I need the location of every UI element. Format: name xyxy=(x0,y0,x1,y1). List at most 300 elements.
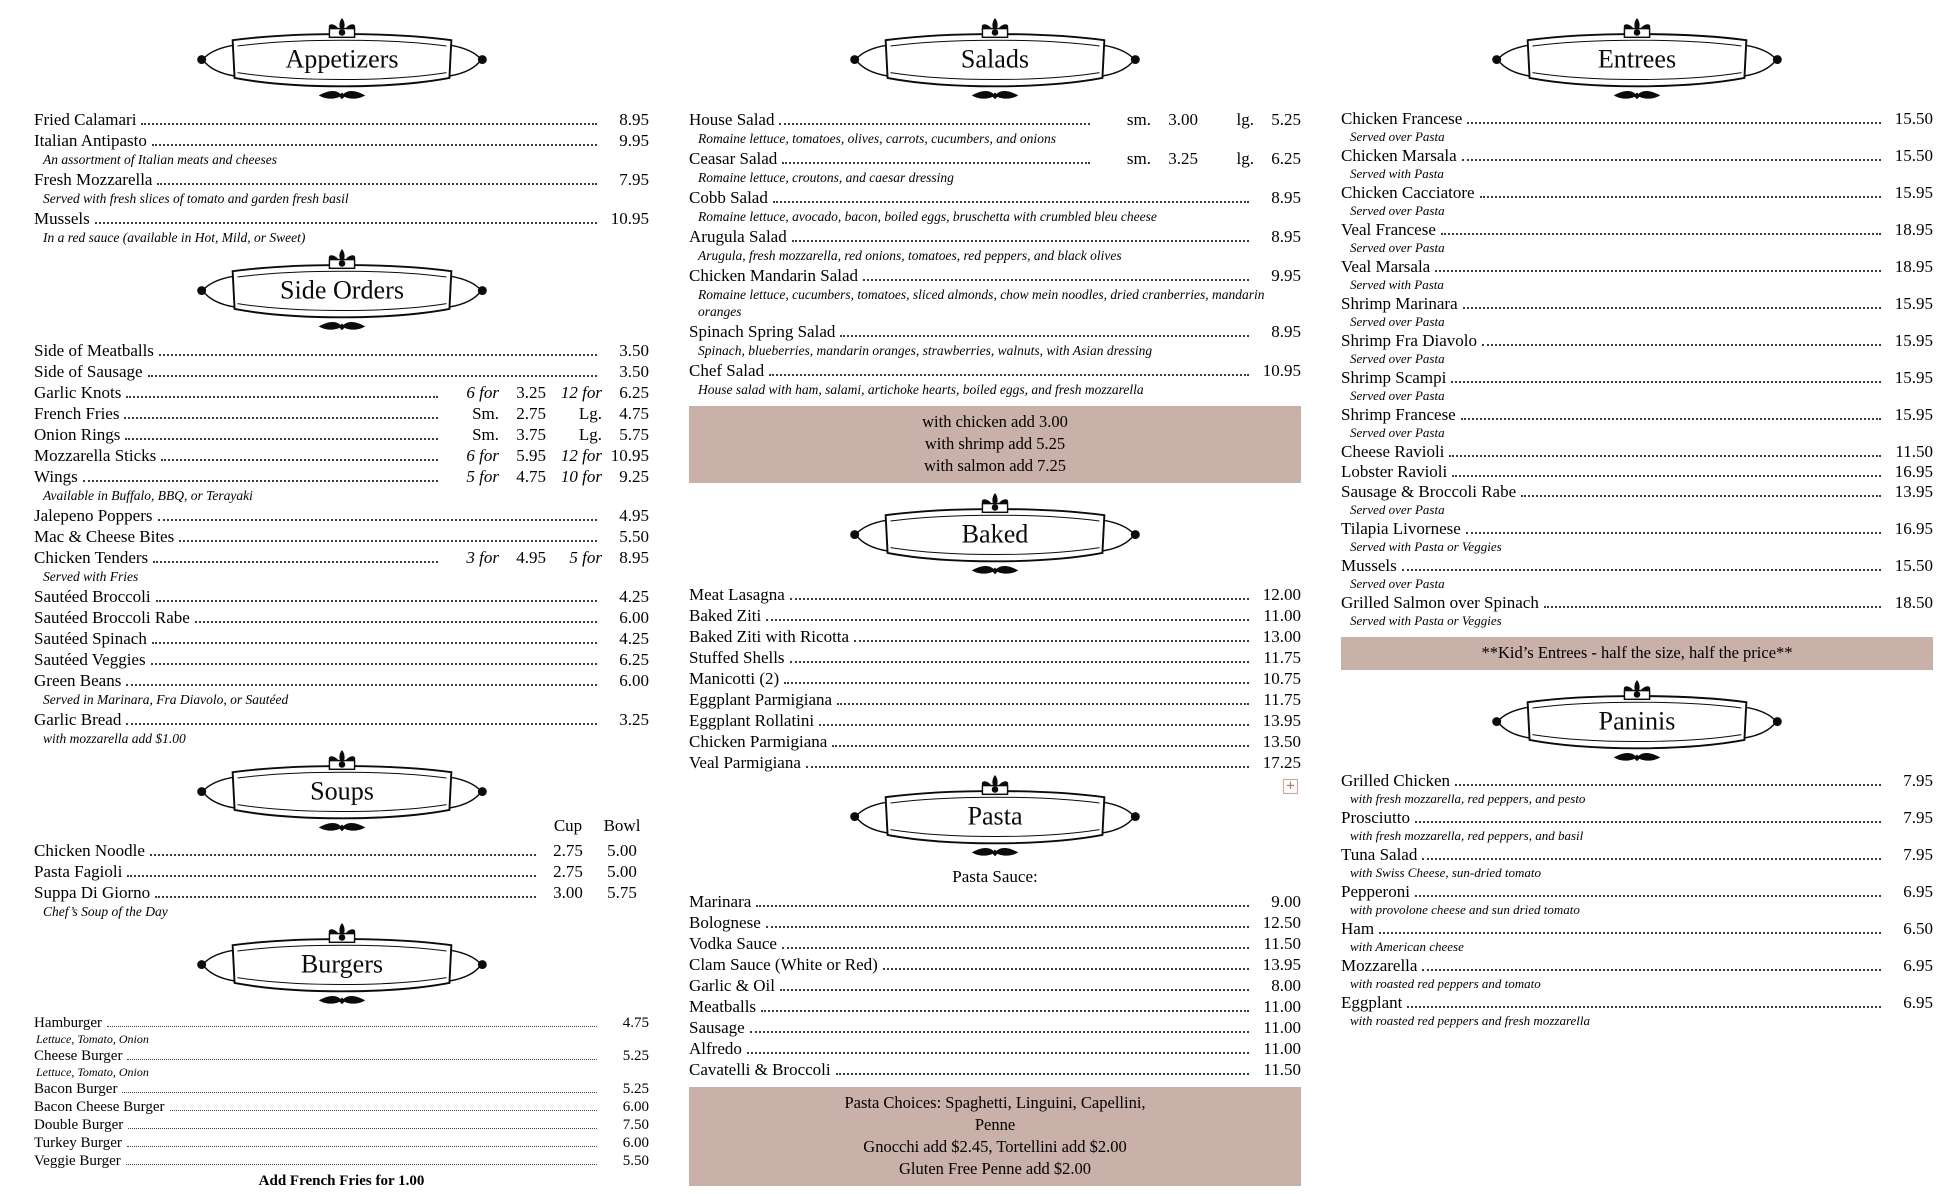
item-name: Garlic Knots xyxy=(34,383,122,402)
item-description: Served over Pasta xyxy=(1350,425,1445,440)
item-name: House Salad xyxy=(689,110,775,129)
banner-title: Soups xyxy=(309,776,374,806)
dotted-leader xyxy=(761,1010,1249,1012)
menu-item xyxy=(1341,556,1933,593)
dotted-leader xyxy=(773,201,1249,203)
item-price: 4.95 xyxy=(619,506,649,525)
dotted-leader xyxy=(1467,122,1881,124)
menu-item-row xyxy=(689,1059,1301,1080)
bottom-wing-ornament xyxy=(972,91,1018,99)
dotted-leader xyxy=(179,540,597,542)
item-price: 13.50 xyxy=(1262,732,1301,751)
item-price: 12.50 xyxy=(1262,913,1301,932)
note-box xyxy=(1341,637,1933,670)
scroll-banner-graphic xyxy=(192,921,492,1012)
menu-item-row xyxy=(34,586,649,607)
menu-item-row xyxy=(689,321,1301,342)
item-name: Pasta Fagioli xyxy=(34,862,123,881)
menu-section-appetizers xyxy=(34,16,649,247)
item-price-cup: 2.75 xyxy=(553,862,583,881)
menu-item xyxy=(689,321,1301,360)
menu-item xyxy=(1341,294,1933,331)
size-label: lg. xyxy=(1236,149,1254,168)
size-label: 12 for xyxy=(560,446,602,465)
item-name: Prosciutto xyxy=(1341,808,1410,827)
dotted-leader xyxy=(1462,159,1881,161)
item-price: 8.95 xyxy=(619,110,649,129)
right-dot-ornament xyxy=(477,55,486,64)
item-description: Served over Pasta xyxy=(1350,576,1445,591)
item-name: French Fries xyxy=(34,404,120,423)
menu-item-row xyxy=(689,710,1301,731)
item-price: 6.00 xyxy=(622,1099,649,1115)
item-price: 5.25 xyxy=(622,1048,649,1064)
item-price: 7.50 xyxy=(622,1117,649,1133)
menu-item-row xyxy=(689,1038,1301,1059)
dotted-leader xyxy=(782,162,1090,164)
left-dot-ornament xyxy=(197,55,206,64)
menu-item-row xyxy=(34,1152,649,1170)
size-label: Sm. xyxy=(472,404,499,423)
item-name: Cheese Burger xyxy=(34,1048,123,1064)
menu-item xyxy=(34,1080,649,1098)
item-name: Wings xyxy=(34,467,78,486)
menu-item xyxy=(34,505,649,526)
dotted-leader xyxy=(792,240,1249,242)
item-price: 12.00 xyxy=(1262,585,1301,604)
item-name: Garlic & Oil xyxy=(689,976,775,995)
dotted-leader xyxy=(128,1128,597,1129)
item-description: Lettuce, Tomato, Onion xyxy=(36,1032,149,1046)
menu-item xyxy=(34,109,649,130)
scroll-banner-graphic xyxy=(845,491,1145,582)
item-description: Spinach, blueberries, mandarin oranges, strawberries, walnuts, with Asian dressing xyxy=(698,343,1153,358)
dotted-leader xyxy=(148,375,597,377)
menu-item xyxy=(34,424,649,445)
bottom-wing-ornament xyxy=(1614,91,1660,99)
banner-title: Burgers xyxy=(300,949,383,979)
menu-item xyxy=(1341,771,1933,808)
item-name: Suppa Di Giorno xyxy=(34,883,151,902)
item-name: Side of Sausage xyxy=(34,362,143,381)
menu-item-row xyxy=(1341,519,1933,539)
menu-item xyxy=(1341,109,1933,146)
item-price: 7.95 xyxy=(1903,845,1933,864)
dotted-leader xyxy=(107,1026,597,1027)
menu-item-row xyxy=(689,668,1301,689)
item-name: Chicken Marsala xyxy=(1341,146,1457,165)
banner-title: Baked xyxy=(961,519,1029,549)
item-price: 17.25 xyxy=(1262,753,1301,772)
menu-item-row xyxy=(34,547,649,568)
item-description: Romaine lettuce, cucumbers, tomatoes, sliced almonds, chow mein noodles, dried cranberries, mandarin oranges xyxy=(698,287,1265,319)
menu-item-row xyxy=(689,148,1301,169)
menu-section-entrees xyxy=(1341,16,1933,630)
menu-item xyxy=(34,445,649,466)
item-price: 16.95 xyxy=(1894,462,1933,481)
banner-title: Paninis xyxy=(1598,706,1676,736)
menu-item xyxy=(1341,808,1933,845)
item-name: Chef Salad xyxy=(689,361,765,380)
menu-item-row xyxy=(34,340,649,361)
bottom-wing-ornament xyxy=(972,566,1018,574)
item-description: Served with fresh slices of tomato and garden fresh basil xyxy=(43,191,349,206)
right-dot-ornament xyxy=(1131,55,1140,64)
menu-item-row xyxy=(1341,368,1933,388)
item-name: Sausage & Broccoli Rabe xyxy=(1341,482,1517,501)
item-price-bowl: 5.00 xyxy=(607,841,637,860)
dotted-leader xyxy=(1422,969,1881,971)
item-description: Served over Pasta xyxy=(1350,129,1445,144)
menu-item-row xyxy=(1341,331,1933,351)
menu-item xyxy=(34,382,649,403)
dotted-leader xyxy=(1461,418,1881,420)
item-description: with mozzarella add $1.00 xyxy=(43,731,186,746)
size-label: 10 for xyxy=(560,467,602,486)
menu-item-row xyxy=(1341,257,1933,277)
menu-item xyxy=(1341,368,1933,405)
item-description: Lettuce, Tomato, Onion xyxy=(36,1065,149,1079)
section-banner xyxy=(34,16,649,107)
note-line: with chicken add 3.00 xyxy=(922,412,1068,431)
item-name: Chicken Tenders xyxy=(34,548,149,567)
menu-item xyxy=(1341,919,1933,956)
item-name: Green Beans xyxy=(34,671,122,690)
item-price: 8.00 xyxy=(1271,976,1301,995)
menu-item xyxy=(689,912,1301,933)
menu-item-row xyxy=(34,403,649,424)
item-price-bowl: 5.75 xyxy=(607,883,637,902)
menu-item-row xyxy=(34,840,649,861)
note-line: with salmon add 7.25 xyxy=(923,456,1067,475)
item-price: 9.95 xyxy=(1271,266,1301,285)
dotted-leader xyxy=(784,682,1249,684)
menu-item xyxy=(34,208,649,247)
menu-item xyxy=(34,361,649,382)
column-header: Cup xyxy=(553,816,583,835)
menu-item-row xyxy=(34,1080,649,1098)
item-name: Tilapia Livornese xyxy=(1341,519,1461,538)
item-description: with provolone cheese and sun dried tomato xyxy=(1350,902,1580,917)
menu-item-row xyxy=(34,1098,649,1116)
size-label: 5 for xyxy=(569,548,602,567)
menu-item xyxy=(689,148,1301,187)
dotted-leader xyxy=(1402,569,1881,571)
menu-item xyxy=(34,861,649,882)
item-name: Marinara xyxy=(689,892,752,911)
note-line: Penne xyxy=(974,1115,1016,1134)
menu-item xyxy=(689,689,1301,710)
size-label: Sm. xyxy=(472,425,499,444)
menu-section-burgers xyxy=(34,921,649,1191)
item-description: Romaine lettuce, tomatoes, olives, carrots, cucumbers, and onions xyxy=(698,131,1056,146)
menu-item-row xyxy=(1341,993,1933,1013)
menu-item xyxy=(689,265,1301,321)
menu-item xyxy=(689,975,1301,996)
item-name: Shrimp Scampi xyxy=(1341,368,1447,387)
dotted-leader xyxy=(158,519,597,521)
item-price: 5.50 xyxy=(622,1153,649,1169)
section-footer: Add French Fries for 1.00 xyxy=(258,1173,425,1189)
menu-item xyxy=(689,187,1301,226)
menu-item xyxy=(689,605,1301,626)
dotted-leader xyxy=(883,968,1249,970)
item-name: Onion Rings xyxy=(34,425,121,444)
bottom-wing-ornament xyxy=(318,823,364,831)
item-name: Meat Lasagna xyxy=(689,585,785,604)
menu-item-row xyxy=(1341,919,1933,939)
item-name: Chicken Francese xyxy=(1341,109,1463,128)
item-name: Hamburger xyxy=(34,1015,103,1031)
dotted-leader xyxy=(159,354,597,356)
dotted-leader xyxy=(1449,455,1881,457)
item-price: 6.00 xyxy=(619,608,649,627)
right-dot-ornament xyxy=(477,960,486,969)
item-description: Served over Pasta xyxy=(1350,502,1445,517)
menu-item xyxy=(1341,482,1933,519)
item-price: 4.75 xyxy=(619,404,649,423)
dotted-leader xyxy=(1422,858,1881,860)
menu-item xyxy=(34,526,649,547)
right-dot-ornament xyxy=(477,286,486,295)
item-name: Tuna Salad xyxy=(1341,845,1418,864)
scroll-banner-graphic xyxy=(192,16,492,107)
item-name: Italian Antipasto xyxy=(34,131,147,150)
size-label: 6 for xyxy=(466,446,499,465)
section-banner xyxy=(689,773,1301,864)
item-description: with fresh mozzarella, red peppers, and pesto xyxy=(1350,791,1586,806)
item-name: Ham xyxy=(1341,919,1375,938)
size-label: 5 for xyxy=(466,467,499,486)
dotted-leader xyxy=(863,279,1249,281)
scroll-banner-graphic xyxy=(845,16,1145,107)
dotted-leader xyxy=(790,661,1249,663)
note-line: Gnocchi add $2.45, Tortellini add $2.00 xyxy=(863,1137,1127,1156)
size-label: 6 for xyxy=(466,383,499,402)
note-line: **Kid’s Entrees - half the size, half the price** xyxy=(1481,643,1793,662)
note-box xyxy=(689,406,1301,483)
dotted-leader xyxy=(766,926,1249,928)
banner-title: Salads xyxy=(960,44,1030,74)
menu-item xyxy=(1341,442,1933,462)
item-description: In a red sauce (available in Hot, Mild, or Sweet) xyxy=(43,230,306,245)
item-name: Mac & Cheese Bites xyxy=(34,527,175,546)
size-label: Lg. xyxy=(578,425,602,444)
banner-title: Entrees xyxy=(1597,44,1677,74)
item-name: Veal Marsala xyxy=(1341,257,1431,276)
menu-item-row xyxy=(34,670,649,691)
menu-item-row xyxy=(34,1134,649,1152)
menu-item xyxy=(689,668,1301,689)
dotted-leader xyxy=(127,1146,597,1147)
item-price: 5.75 xyxy=(619,425,649,444)
item-description: Served with Pasta or Veggies xyxy=(1350,613,1502,628)
dotted-leader xyxy=(756,905,1249,907)
item-price: 8.95 xyxy=(1271,227,1301,246)
menu-item-row xyxy=(34,445,649,466)
menu-section-salads xyxy=(689,16,1301,399)
menu-item-row xyxy=(34,130,649,151)
item-price-cup: 2.75 xyxy=(553,841,583,860)
menu-item xyxy=(689,1017,1301,1038)
item-name: Sausage xyxy=(689,1018,745,1037)
note-box xyxy=(689,1087,1301,1186)
menu-item xyxy=(34,840,649,861)
menu-item-row xyxy=(1341,109,1933,129)
item-price: 11.75 xyxy=(1263,648,1301,667)
item-name: Sautéed Veggies xyxy=(34,650,146,669)
menu-item-row xyxy=(689,933,1301,954)
item-name: Sautéed Spinach xyxy=(34,629,147,648)
item-description: Romaine lettuce, avocado, bacon, boiled eggs, bruschetta with crumbled bleu cheese xyxy=(698,209,1157,224)
dotted-leader xyxy=(1480,196,1881,198)
item-price: 3.00 xyxy=(1168,110,1198,129)
item-name: Cavatelli & Broccoli xyxy=(689,1060,831,1079)
scroll-banner-graphic xyxy=(192,748,492,839)
dotted-leader xyxy=(95,222,597,224)
menu-item xyxy=(689,710,1301,731)
menu-item xyxy=(34,1098,649,1116)
menu-item xyxy=(689,360,1301,399)
item-price: 15.50 xyxy=(1894,146,1933,165)
item-price: 6.95 xyxy=(1903,882,1933,901)
item-name: Grilled Chicken xyxy=(1341,771,1451,790)
right-dot-ornament xyxy=(1773,717,1782,726)
item-name: Cobb Salad xyxy=(689,188,768,207)
menu-item-row xyxy=(1341,462,1933,482)
item-price: 18.95 xyxy=(1894,257,1933,276)
item-description: Served over Pasta xyxy=(1350,351,1445,366)
dotted-leader xyxy=(1521,495,1881,497)
menu-item-row xyxy=(34,861,649,882)
item-price: 6.95 xyxy=(1903,993,1933,1012)
item-description: Romaine lettuce, croutons, and caesar dressing xyxy=(698,170,954,185)
item-name: Ceasar Salad xyxy=(689,149,778,168)
dotted-leader xyxy=(127,1059,597,1060)
menu-item xyxy=(689,647,1301,668)
menu-item-row xyxy=(1341,556,1933,576)
menu-item xyxy=(34,1152,649,1170)
right-dot-ornament xyxy=(1131,530,1140,539)
menu-item-row xyxy=(34,1014,649,1032)
menu-item-row xyxy=(34,361,649,382)
item-name: Mozzarella xyxy=(1341,956,1418,975)
dotted-leader xyxy=(1544,606,1881,608)
item-description: Served with Pasta xyxy=(1350,277,1444,292)
left-dot-ornament xyxy=(850,530,859,539)
item-price: 8.95 xyxy=(1271,322,1301,341)
menu-item xyxy=(34,1047,649,1080)
size-label: 12 for xyxy=(560,383,602,402)
item-name: Veggie Burger xyxy=(34,1153,121,1169)
menu-item-row xyxy=(1341,808,1933,828)
menu-item-row xyxy=(34,505,649,526)
dotted-leader xyxy=(790,598,1249,600)
item-name: Sautéed Broccoli Rabe xyxy=(34,608,190,627)
item-name: Mussels xyxy=(1341,556,1397,575)
item-name: Eggplant Rollatini xyxy=(689,711,815,730)
item-price: 10.75 xyxy=(1262,669,1301,688)
bottom-wing-ornament xyxy=(318,996,364,1004)
item-price: 11.00 xyxy=(1263,606,1301,625)
item-name: Alfredo xyxy=(689,1039,742,1058)
menu-item xyxy=(1341,845,1933,882)
item-price: 6.25 xyxy=(619,383,649,402)
item-description: Served over Pasta xyxy=(1350,240,1445,255)
menu-item-row xyxy=(689,605,1301,626)
item-price: 6.00 xyxy=(622,1135,649,1151)
item-price: 4.75 xyxy=(516,467,546,486)
item-description: with fresh mozzarella, red peppers, and basil xyxy=(1350,828,1584,843)
menu-item xyxy=(34,670,649,709)
menu-item xyxy=(34,709,649,748)
item-name: Chicken Mandarin Salad xyxy=(689,266,859,285)
menu-item xyxy=(34,882,649,921)
menu-item-row xyxy=(689,954,1301,975)
bottom-wing-ornament xyxy=(318,91,364,99)
dotted-leader xyxy=(819,724,1249,726)
object-anchor-icon[interactable]: + xyxy=(1283,779,1298,794)
item-price: 3.50 xyxy=(619,341,649,360)
menu-item xyxy=(1341,593,1933,630)
menu-item xyxy=(1341,331,1933,368)
menu-item xyxy=(689,891,1301,912)
section-banner xyxy=(34,247,649,338)
menu-item-row xyxy=(34,526,649,547)
note-line: Pasta Choices: Spaghetti, Linguini, Capellini, xyxy=(844,1093,1146,1112)
item-description: Served over Pasta xyxy=(1350,314,1445,329)
item-price: 11.50 xyxy=(1263,1060,1301,1079)
item-price: 6.00 xyxy=(619,671,649,690)
item-price: 2.75 xyxy=(516,404,546,423)
menu-item-row xyxy=(1341,845,1933,865)
item-price: 15.95 xyxy=(1894,183,1933,202)
menu-column-left xyxy=(34,16,649,1194)
item-price: 11.50 xyxy=(1263,934,1301,953)
left-dot-ornament xyxy=(197,960,206,969)
menu-item-row xyxy=(1341,220,1933,240)
menu-item xyxy=(1341,882,1933,919)
dotted-leader xyxy=(125,438,438,440)
menu-item-row xyxy=(34,169,649,190)
item-price-cup: 3.00 xyxy=(553,883,583,902)
dotted-leader xyxy=(832,745,1249,747)
dotted-leader xyxy=(1482,344,1881,346)
item-name: Meatballs xyxy=(689,997,757,1016)
item-price: 10.95 xyxy=(610,209,649,228)
item-price: 15.95 xyxy=(1894,294,1933,313)
menu-item xyxy=(34,169,649,208)
menu-item xyxy=(689,226,1301,265)
menu-item-row xyxy=(1341,146,1933,166)
item-price: 16.95 xyxy=(1894,519,1933,538)
dotted-leader xyxy=(161,459,438,461)
menu-item xyxy=(1341,146,1933,183)
note-line: with shrimp add 5.25 xyxy=(924,434,1066,453)
item-price: 4.75 xyxy=(622,1015,649,1031)
dotted-leader xyxy=(806,766,1249,768)
menu-item xyxy=(1341,220,1933,257)
item-name: Veal Parmigiana xyxy=(689,753,801,772)
menu-item-row xyxy=(1341,442,1933,462)
item-price: 11.00 xyxy=(1263,997,1301,1016)
menu-section-baked xyxy=(689,491,1301,773)
menu-item xyxy=(34,607,649,628)
menu-item xyxy=(689,954,1301,975)
dotted-leader xyxy=(750,1031,1249,1033)
dotted-leader xyxy=(779,123,1090,125)
item-name: Shrimp Marinara xyxy=(1341,294,1458,313)
